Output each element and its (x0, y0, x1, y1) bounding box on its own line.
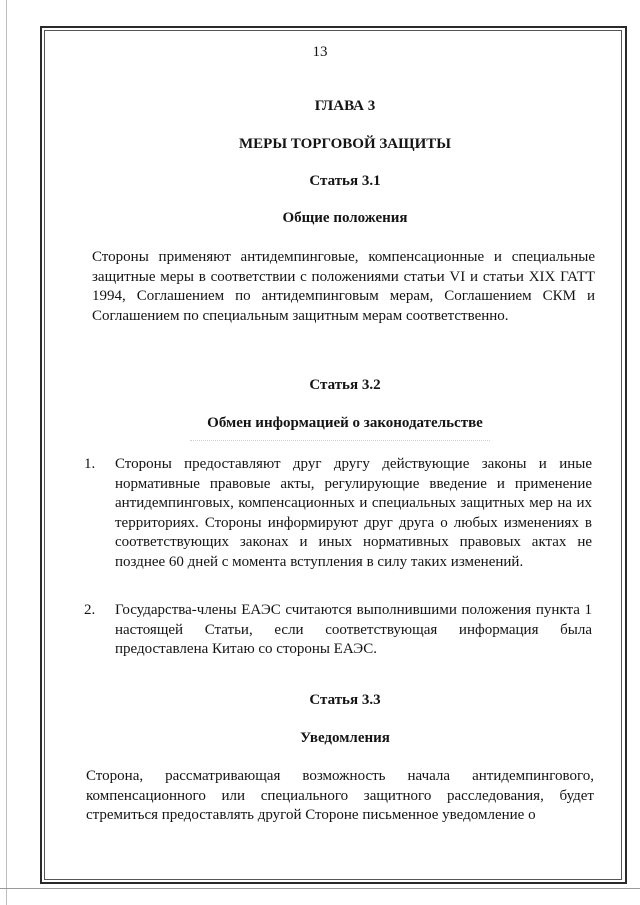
article-3-1-title: Общие положения (282, 210, 408, 226)
article-3-3-text: Сторона, рассматривающая возможность начала антидемпингового, компенсационного или специального защитного расследования, будет стремиться предоставлять другой Стороне письменное уведомление о (86, 768, 594, 823)
list-item-number: 2. (84, 602, 96, 618)
chapter-heading: ГЛАВА 3 (314, 98, 376, 114)
scan-dot-artifact (190, 440, 490, 442)
list-item-number: 1. (84, 456, 96, 472)
scan-edge-line (6, 0, 7, 905)
article-3-3-title: Уведомления (300, 730, 390, 746)
article-3-1-number: Статья 3.1 (309, 173, 381, 189)
chapter-title: МЕРЫ ТОРГОВОЙ ЗАЩИТЫ (239, 136, 451, 152)
list-item-text: Государства-члены ЕАЭС считаются выполнившими положения пункта 1 настоящей Статьи, если соответствующая информация была предоставлена Китаю со стороны ЕАЭС. (115, 602, 592, 657)
article-3-2-number: Статья 3.2 (309, 377, 381, 393)
article-3-2-title: Обмен информацией о законодательстве (207, 415, 483, 431)
article-3-1-text: Стороны применяют антидемпинговые, компенсационные и специальные защитные меры в соответствии с положениями статьи VI и статьи XIX ГАТТ 1994, Соглашением по антидемпинговым мерам, Соглашением СКМ и Соглашением по специальным защитным мерам соответственно. (92, 249, 595, 324)
scan-bottom-line (0, 888, 640, 889)
list-item-text: Стороны предоставляют друг другу действующие законы и иные нормативные правовые акты, регулирующие введение и применение антидемпинговых, компенсационных и специальных защитных мер на их территориях. Стороны информируют друг друга о любых изменениях в соответствующих законах и иных нормативных правовых актах не позднее 60 дней с момента вступления в силу таких изменений. (115, 456, 592, 570)
page-number: 13 (312, 44, 328, 60)
article-3-3-number: Статья 3.3 (309, 692, 381, 708)
